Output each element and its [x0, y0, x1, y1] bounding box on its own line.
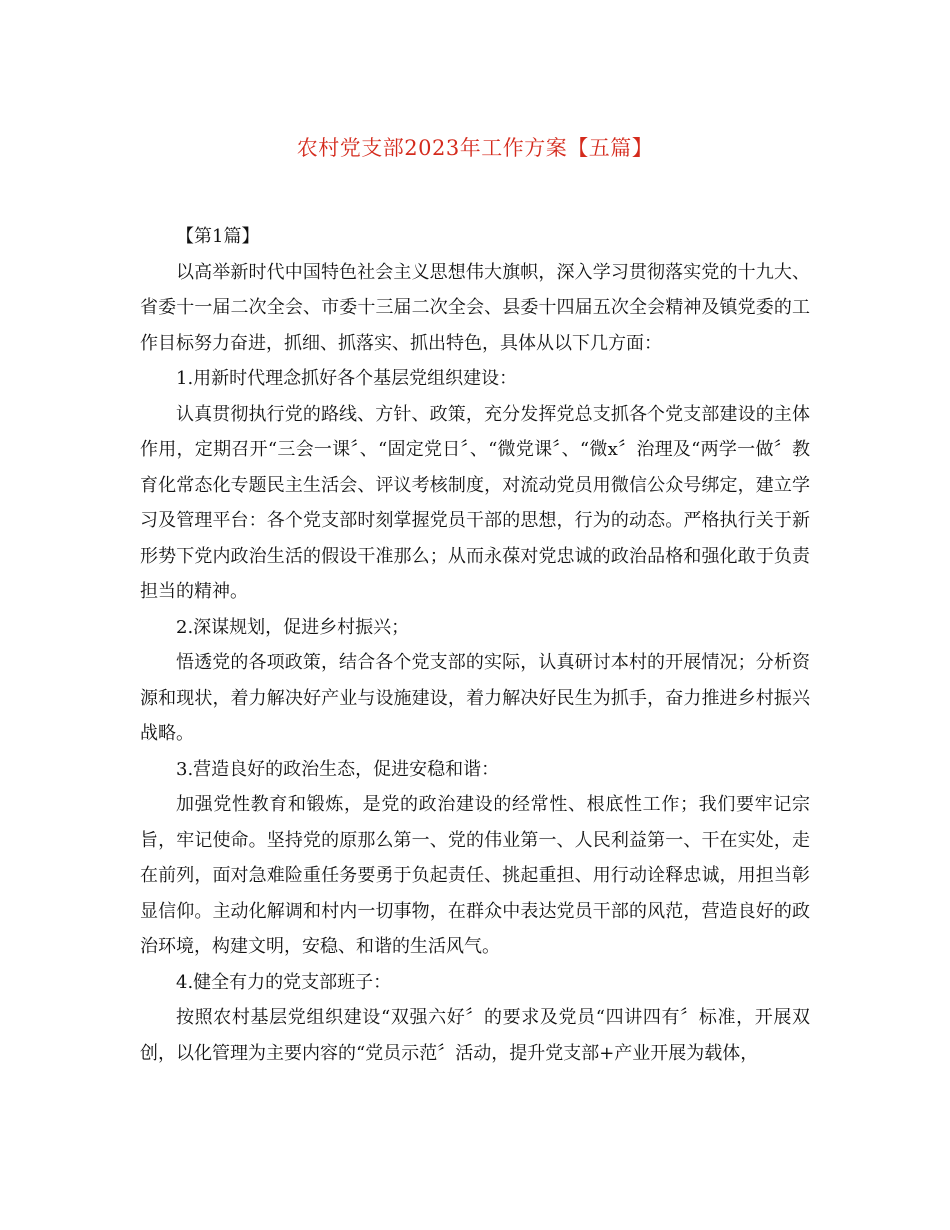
item-paragraph-3: 加强党性教育和锻炼，是党的政治建设的经常性、根底性工作；我们要牢记宗旨，牢记使命。坚持党的原那么第一、党的伟业第一、人民利益第一、干在实处，走在前列，面对急难险重任务要勇于负起责任、挑起重担、用行动诠释忠诚，用担当彰显信仰。主动化解调和村内一切事物，在群众中表达党员干部的风范，营造良好的政治环境，构建文明，安稳、和谐的生活风气。 [140, 794, 810, 957]
item-heading-1: 1.用新时代理念抓好各个基层党组织建设： [176, 368, 518, 389]
intro-paragraph: 以高举新时代中国特色社会主义思想伟大旗帜，深入学习贯彻落实党的十九大、省委十一届二次全会、市委十三届二次全会、县委十四届五次全会精神及镇党委的工作目标努力奋进，抓细、抓落实、抓出特色，具体从以下几方面： [140, 261, 810, 354]
item-paragraph-1: 认真贯彻执行党的路线、方针、政策，充分发挥党总支抓各个党支部建设的主体作用，定期召开“三会一课〞、“固定党日〞、“微党课〞、“微x〞治理及“两学一做〞教育化常态化专题民主生活会、评议考核制度，对流动党员用微信公众号绑定，建立学习及管理平台：各个党支部时刻掌握党员干部的思想，行为的动态。严格执行关于新形势下党内政治生活的假设干准那么；从而永葆对党忠诚的政治品格和强化敢于负责担当的精神。 [140, 403, 810, 602]
document-title: 农村党支部2023年工作方案【五篇】 [296, 136, 654, 160]
item-heading-3: 3.营造良好的政治生态，促进安稳和谐： [176, 758, 500, 780]
item-paragraph-4: 按照农村基层党组织建设“双强六好〞的要求及党员“四讲四有〞标准，开展双创，以化管理为主要内容的“党员示范〞活动，提升党支部+产业开展为载体， [140, 1007, 810, 1064]
section-heading: 【第1篇】 [176, 226, 260, 247]
document-body [140, 219, 810, 1071]
item-paragraph-2: 悟透党的各项政策，结合各个党支部的实际，认真研讨本村的开展情况；分析资源和现状，着力解决好产业与设施建设，着力解决好民生为抓手，奋力推进乡村振兴战略。 [140, 652, 810, 744]
item-heading-2: 2.深谋规划，促进乡村振兴； [176, 616, 410, 638]
item-heading-4: 4.健全有力的党支部班子： [176, 971, 392, 993]
